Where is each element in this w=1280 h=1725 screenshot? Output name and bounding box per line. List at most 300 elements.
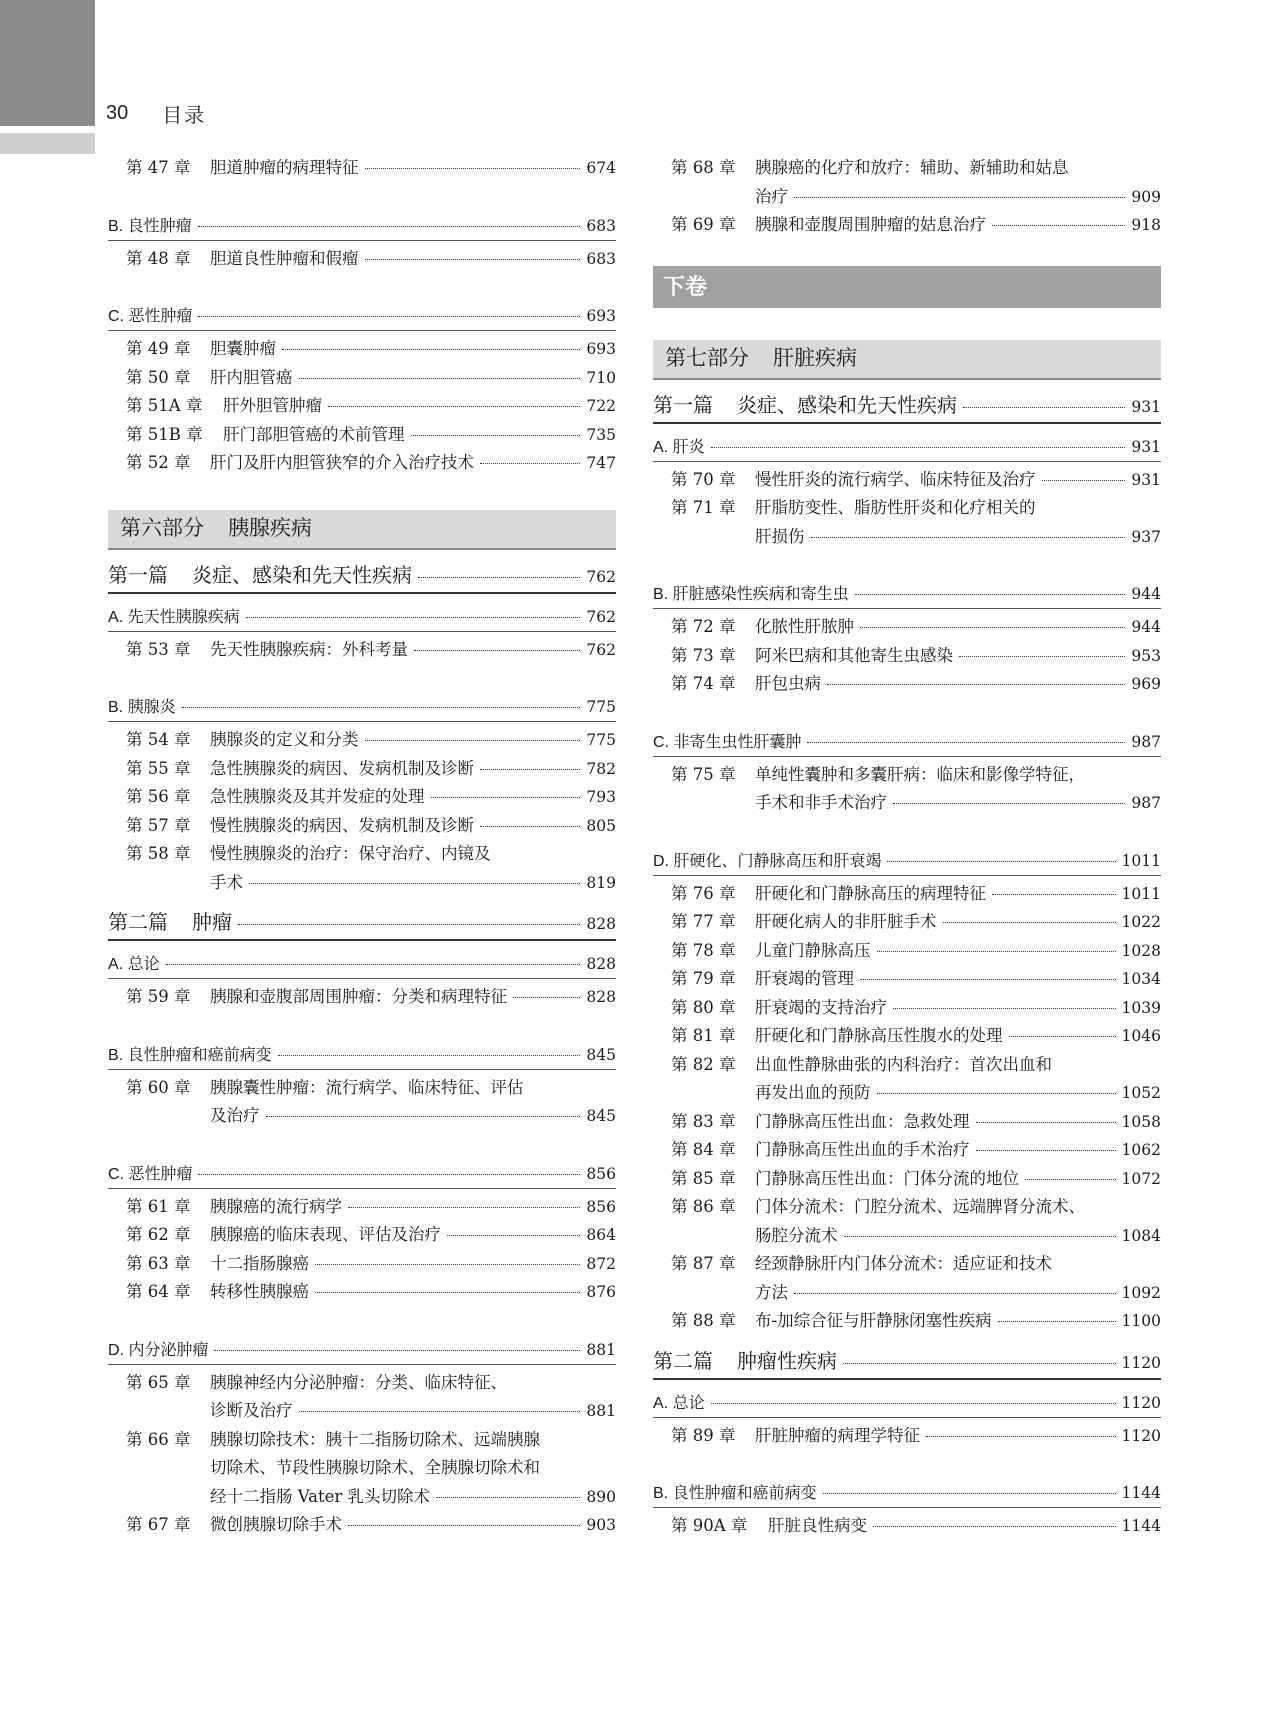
chapter-title-wrap [755,183,1161,212]
chapter-title: 胆道良性肿瘤和假瘤 [210,248,359,268]
dot-leader [794,197,1125,198]
toc-entry[interactable] [653,1250,1161,1279]
dot-leader [827,684,1125,685]
section-heading[interactable] [653,848,1161,876]
chapter-title-wrap [210,983,616,1012]
section-title: B. 良性肿瘤和癌前病变 [108,1046,272,1064]
chapter-title-wrap [755,1022,1161,1051]
toc-entry[interactable] [108,245,616,274]
dot-leader [365,259,581,260]
chapter-title: 肝脏良性病变 [768,1516,867,1535]
chapter-title-wrap [210,1278,616,1307]
page-ref: 1011 [1121,851,1161,870]
dot-leader [992,894,1116,895]
dot-leader [480,769,580,770]
chapter-title: 肝脂肪变性、脂肪性肝炎和化疗相关的 [755,498,1036,517]
chapter-title: 再发出血的预防 [755,1083,871,1102]
toc-entry[interactable] [653,761,1161,790]
dot-leader [348,1525,580,1526]
chapter-title: 切除术、节段性胰腺切除术、全胰腺切除术和 [210,1458,540,1477]
toc-entry[interactable] [653,965,1161,994]
toc-entry[interactable] [108,983,616,1012]
chapter-title: 手术 [210,872,243,892]
dot-leader [976,1122,1116,1123]
chapter-title-wrap [210,726,616,755]
toc-entry[interactable] [653,1022,1161,1051]
toc-entry[interactable] [653,670,1161,699]
page-ref: 1084 [1121,1226,1161,1245]
chapter-number: 第 79 章 [671,969,736,988]
dot-leader [315,1292,580,1293]
chapter-number: 第 83 章 [671,1111,736,1131]
toc-entry[interactable] [653,1307,1161,1336]
dot-leader [1009,1036,1116,1037]
page-ref: 856 [586,1164,616,1183]
toc-entry[interactable] [108,1250,616,1279]
chapter-number: 第 70 章 [671,469,736,489]
toc-entry[interactable] [653,1051,1161,1080]
chapter-title-wrap [210,1483,616,1512]
toc-entry[interactable] [653,1422,1161,1451]
page-ref: 931 [1131,437,1161,456]
page-ref: 828 [586,988,616,1006]
chapter-title-wrap [755,1422,1161,1451]
chapter-title: 胰腺和壶腹周围肿瘤的姑息治疗 [755,215,986,234]
toc-entry[interactable] [108,1426,616,1455]
toc-entry[interactable] [108,783,616,812]
page-ref: 1022 [1121,913,1161,931]
chapter-title-wrap [210,1511,616,1540]
section-heading[interactable] [108,1042,616,1070]
toc-entry[interactable] [653,211,1161,240]
toc-entry[interactable] [653,1222,1161,1251]
dot-leader [976,1150,1116,1151]
chapter-title-wrap [755,1193,1161,1222]
toc-entry[interactable] [653,154,1161,183]
chapter-title-wrap [755,1250,1161,1279]
chapter-title: 儿童门静脉高压 [755,940,871,960]
pian-subtitle: 炎症、感染和先天性疾病 [192,564,412,587]
section-title: A. 先天性胰腺疾病 [108,608,240,626]
section-title: A. 总论 [653,1394,705,1412]
pian-heading[interactable] [653,1346,1161,1380]
chapter-title-wrap [210,812,616,841]
part-banner[interactable] [108,510,616,550]
section-heading[interactable] [108,604,616,632]
pian-subtitle: 肿瘤 [192,912,232,934]
chapter-title: 先天性胰腺疾病：外科考量 [210,639,408,659]
chapter-title-wrap [210,1369,616,1398]
chapter-title: 阿米巴病和其他寄生虫感染 [755,645,953,665]
toc-entry[interactable] [108,449,616,478]
section-heading[interactable] [108,1337,616,1365]
chapter-title-wrap [768,1512,1161,1541]
chapter-number: 第 67 章 [126,1515,191,1534]
chapter-title-wrap [755,1051,1161,1080]
toc-entry[interactable] [653,937,1161,966]
chapter-title: 胆囊肿瘤 [210,339,276,358]
page-ref: 937 [1131,527,1161,546]
section-title: D. 肝硬化、门静脉高压和肝衰竭 [653,852,882,870]
dot-leader [328,406,580,407]
section-heading[interactable] [108,303,616,331]
toc-entry[interactable] [108,1278,616,1307]
chapter-title-wrap [210,1221,616,1250]
page-ref: 1144 [1121,1517,1161,1535]
toc-entry[interactable] [108,154,616,183]
chapter-title: 转移性胰腺癌 [210,1282,309,1301]
chapter-number: 第 51A 章 [126,396,203,415]
toc-entry[interactable] [108,812,616,841]
dot-leader [860,627,1125,628]
chapter-number: 第 53 章 [126,639,191,659]
page-ref: 683 [586,216,616,235]
dot-leader [249,883,580,884]
page-ref: 1046 [1121,1027,1161,1045]
dot-leader [278,1055,581,1056]
page-ref: 762 [586,640,616,659]
dot-leader [823,1493,1116,1494]
section-title: B. 良性肿瘤 [108,217,192,235]
toc-entry[interactable] [108,392,616,421]
toc-entry[interactable] [653,613,1161,642]
chapter-number: 第 60 章 [126,1077,191,1097]
section-heading[interactable] [653,581,1161,609]
section-title: A. 肝炎 [653,438,705,456]
section-heading[interactable] [653,434,1161,462]
chapter-title: 微创胰腺切除手术 [210,1515,342,1534]
chapter-title-wrap [223,392,616,421]
page-ref: 775 [586,731,616,749]
dot-leader [711,1403,1116,1404]
toc-entry[interactable] [653,1136,1161,1165]
toc-entry[interactable] [653,1079,1161,1108]
chapter-title: 肝外胆管肿瘤 [223,396,322,415]
dot-leader [807,742,1125,743]
chapter-title: 肝硬化和门静脉高压的病理特征 [755,883,986,903]
chapter-title: 胰腺癌的流行病学 [210,1196,342,1216]
dot-leader [943,922,1116,923]
chapter-title: 治疗 [755,186,788,206]
section-title: A. 总论 [108,956,160,973]
part-title: 第七部分 [665,346,749,370]
chapter-title-wrap [755,1136,1161,1165]
pian-title: 第二篇 [653,1350,713,1373]
toc-entry[interactable] [108,1102,616,1131]
page-ref: 1034 [1121,970,1161,988]
toc-entry[interactable] [653,1108,1161,1137]
dot-leader [348,1207,580,1208]
chapter-number: 第 89 章 [671,1425,736,1445]
toc-entry[interactable] [653,1279,1161,1308]
toc-entry[interactable] [108,840,616,869]
page-title: 目录 [162,104,207,127]
chapter-number: 第 75 章 [671,764,736,784]
toc-entry[interactable] [653,523,1161,552]
toc-entry[interactable] [653,642,1161,671]
page-ref: 931 [1131,470,1161,489]
toc-entry[interactable] [653,466,1161,495]
dot-leader [414,650,580,651]
page-ref: 775 [586,698,616,716]
chapter-number: 第 61 章 [126,1196,191,1216]
chapter-title-wrap [755,154,1161,183]
chapter-title: 诊断及治疗 [210,1401,293,1420]
toc-right-column [653,154,1161,1541]
dot-leader [992,225,1125,226]
pian-subtitle: 炎症、感染和先天性疾病 [737,394,957,417]
chapter-title: 经十二指肠 Vater 乳头切除术 [210,1486,431,1506]
pian-subtitle: 肿瘤性疾病 [737,1350,837,1373]
chapter-title-wrap [210,869,616,898]
chapter-number: 第 74 章 [671,674,736,693]
chapter-number: 第 66 章 [126,1429,191,1449]
section-title: C. 恶性肿瘤 [108,308,193,325]
toc-entry[interactable] [108,1221,616,1250]
page-ref: 987 [1131,732,1161,751]
section-title: B. 肝脏感染性疾病和寄生虫 [653,586,849,603]
toc-entry[interactable] [108,364,616,393]
chapter-number: 第 51B 章 [126,424,203,444]
page-ref: 683 [586,249,616,268]
chapter-title-wrap [755,761,1161,790]
dot-leader [282,349,580,350]
chapter-title: 胰腺癌的化疗和放疗：辅助、新辅助和姑息 [755,158,1069,177]
dot-leader [811,537,1126,538]
page-ref: 819 [586,873,616,892]
chapter-title-wrap [210,755,616,784]
chapter-number: 第 82 章 [671,1054,736,1074]
dot-leader [855,594,1126,595]
chapter-title: 及治疗 [210,1106,260,1125]
chapter-title: 急性胰腺炎的病因、发病机制及诊断 [210,758,474,778]
chapter-title-wrap [755,1165,1161,1194]
page-ref: 931 [1131,397,1161,416]
toc-left-column [108,154,616,1540]
chapter-title: 胆道肿瘤的病理特征 [210,158,359,177]
chapter-title-wrap [755,994,1161,1023]
chapter-title-wrap [210,1193,616,1222]
page-ref: 953 [1131,646,1161,665]
corner-tab-dark [0,0,95,126]
dot-leader [365,740,581,741]
dot-leader [877,951,1116,952]
page-ref: 693 [586,340,616,358]
toc-entry[interactable] [108,1369,616,1398]
page-ref: 1120 [1121,1353,1161,1372]
part-banner[interactable] [653,340,1161,380]
chapter-title-wrap [755,789,1161,818]
dot-leader [182,707,581,708]
chapter-title: 肝内胆管癌 [210,367,293,387]
chapter-title: 慢性胰腺炎的治疗：保守治疗、内镜及 [210,844,491,863]
pian-title: 第一篇 [653,394,713,417]
section-title: B. 胰腺炎 [108,699,176,716]
pian-heading[interactable] [653,390,1161,424]
page-ref: 693 [586,307,616,325]
page-ref: 1058 [1121,1112,1161,1131]
page-ref: 876 [586,1283,616,1301]
dot-leader [1025,1179,1116,1180]
dot-leader [1042,480,1126,481]
page-ref: 944 [1131,585,1161,603]
chapter-title: 化脓性肝脓肿 [755,617,854,636]
page-ref: 735 [586,425,616,444]
toc-entry[interactable] [653,1512,1161,1541]
chapter-title: 胰腺囊性肿瘤：流行病学、临床特征、评估 [210,1077,524,1097]
page-ref: 881 [586,1402,616,1420]
chapter-number: 第 52 章 [126,453,191,472]
dot-leader [166,964,581,965]
page-ref: 828 [586,915,616,933]
part-subtitle: 胰腺疾病 [228,516,312,540]
page-ref: 987 [1131,794,1161,812]
toc-entry[interactable] [653,789,1161,818]
chapter-title: 门静脉高压性出血：急救处理 [755,1111,970,1131]
toc-entry[interactable] [108,869,616,898]
chapter-number: 第 64 章 [126,1282,191,1301]
toc-entry[interactable] [108,726,616,755]
chapter-title-wrap [755,613,1161,642]
page-ref: 890 [586,1487,616,1506]
page-ref: 1072 [1121,1169,1161,1188]
dot-leader [963,407,1125,408]
chapter-number: 第 62 章 [126,1225,191,1244]
chapter-number: 第 69 章 [671,215,736,234]
toc-entry[interactable] [653,183,1161,212]
section-heading[interactable] [653,1390,1161,1418]
section-title: C. 非寄生虫性肝囊肿 [653,733,802,751]
section-heading[interactable] [108,213,616,241]
page-ref: 881 [586,1340,616,1359]
page-ref: 762 [586,607,616,626]
chapter-title-wrap [755,1079,1161,1108]
chapter-title: 出血性静脉曲张的内科治疗：首次出血和 [755,1054,1052,1074]
page-ref: 903 [586,1516,616,1534]
dot-leader [877,1093,1116,1094]
chapter-title: 肠腔分流术 [755,1225,838,1245]
chapter-title: 胰腺切除技术：胰十二指肠切除术、远端胰腺 [210,1429,540,1449]
toc-entry[interactable] [108,421,616,450]
chapter-title-wrap [755,670,1161,699]
toc-entry[interactable] [653,1165,1161,1194]
dot-leader [893,803,1125,804]
page-ref: 805 [586,816,616,835]
chapter-title-wrap [755,908,1161,937]
dot-leader [844,1236,1116,1237]
toc-entry[interactable] [653,908,1161,937]
toc-entry[interactable] [653,994,1161,1023]
section-title: B. 良性肿瘤和癌前病变 [653,1485,817,1502]
toc-entry[interactable] [108,636,616,665]
toc-entry[interactable] [108,1483,616,1512]
chapter-number: 第 80 章 [671,997,736,1017]
chapter-title: 肝硬化和门静脉高压性腹水的处理 [755,1026,1003,1045]
chapter-title-wrap [210,1426,616,1455]
toc-entry[interactable] [653,1193,1161,1222]
chapter-title-wrap [210,840,616,869]
page-ref: 722 [586,397,616,415]
dot-leader [959,656,1125,657]
pian-title: 第一篇 [108,564,168,587]
toc-entry[interactable] [108,1193,616,1222]
page-ref: 969 [1131,675,1161,693]
page-ref: 710 [586,368,616,387]
chapter-title-wrap [755,1279,1161,1308]
volume-title: 下卷 [663,273,708,300]
chapter-number: 第 76 章 [671,883,736,903]
toc-entry[interactable] [108,755,616,784]
section-heading[interactable] [108,1161,616,1189]
chapter-title-wrap [755,1222,1161,1251]
chapter-title: 门静脉高压性出血的手术治疗 [755,1140,970,1159]
volume-banner [653,266,1161,308]
chapter-title: 急性胰腺炎及其并发症的处理 [210,787,425,806]
page-ref: 856 [586,1197,616,1216]
dot-leader [431,797,581,798]
section-heading[interactable] [108,951,616,979]
chapter-title-wrap [755,466,1161,495]
page-ref: 845 [586,1107,616,1125]
toc-entry[interactable] [653,880,1161,909]
toc-entry[interactable] [653,494,1161,523]
chapter-title: 方法 [755,1282,788,1302]
toc-entry[interactable] [108,1074,616,1103]
chapter-title-wrap [210,636,616,665]
chapter-title: 经颈静脉肝内门体分流术：适应证和技术 [755,1254,1052,1273]
pian-heading[interactable] [108,907,616,941]
chapter-title-wrap [755,965,1161,994]
page-ref: 828 [586,955,616,973]
page-ref: 747 [586,454,616,472]
dot-leader [411,435,581,436]
chapter-number: 第 85 章 [671,1168,736,1188]
corner-tab-light [0,133,95,154]
toc-entry[interactable] [108,1397,616,1426]
section-heading[interactable] [653,729,1161,757]
chapter-title: 胰腺神经内分泌肿瘤：分类、临床特征、 [210,1372,507,1392]
dot-leader [315,1264,580,1265]
dot-leader [365,168,581,169]
chapter-number: 第 71 章 [671,498,736,517]
page-ref: 909 [1131,187,1161,206]
chapter-number: 第 49 章 [126,339,191,358]
chapter-title-wrap [210,1454,616,1483]
page-number: 30 [106,101,129,124]
chapter-title: 胰腺炎的定义和分类 [210,730,359,749]
dot-leader [198,316,580,317]
chapter-number: 第 72 章 [671,617,736,636]
section-heading[interactable] [108,694,616,722]
dot-leader [299,378,581,379]
chapter-number: 第 47 章 [126,158,191,177]
section-heading[interactable] [653,1480,1161,1508]
toc-entry[interactable] [108,1511,616,1540]
chapter-title-wrap [210,364,616,393]
pian-heading[interactable] [108,560,616,594]
chapter-title: 肝硬化病人的非肝脏手术 [755,912,937,931]
page-ref: 782 [586,759,616,778]
chapter-title: 单纯性囊肿和多囊肝病：临床和影像学特征， [755,764,1085,784]
dot-leader [299,1411,581,1412]
page-ref: 845 [586,1045,616,1064]
toc-entry[interactable] [108,335,616,364]
chapter-title: 十二指肠腺癌 [210,1253,309,1273]
toc-entry[interactable] [108,1454,616,1483]
chapter-number: 第 54 章 [126,730,191,749]
dot-leader [873,1526,1116,1527]
dot-leader [447,1235,580,1236]
